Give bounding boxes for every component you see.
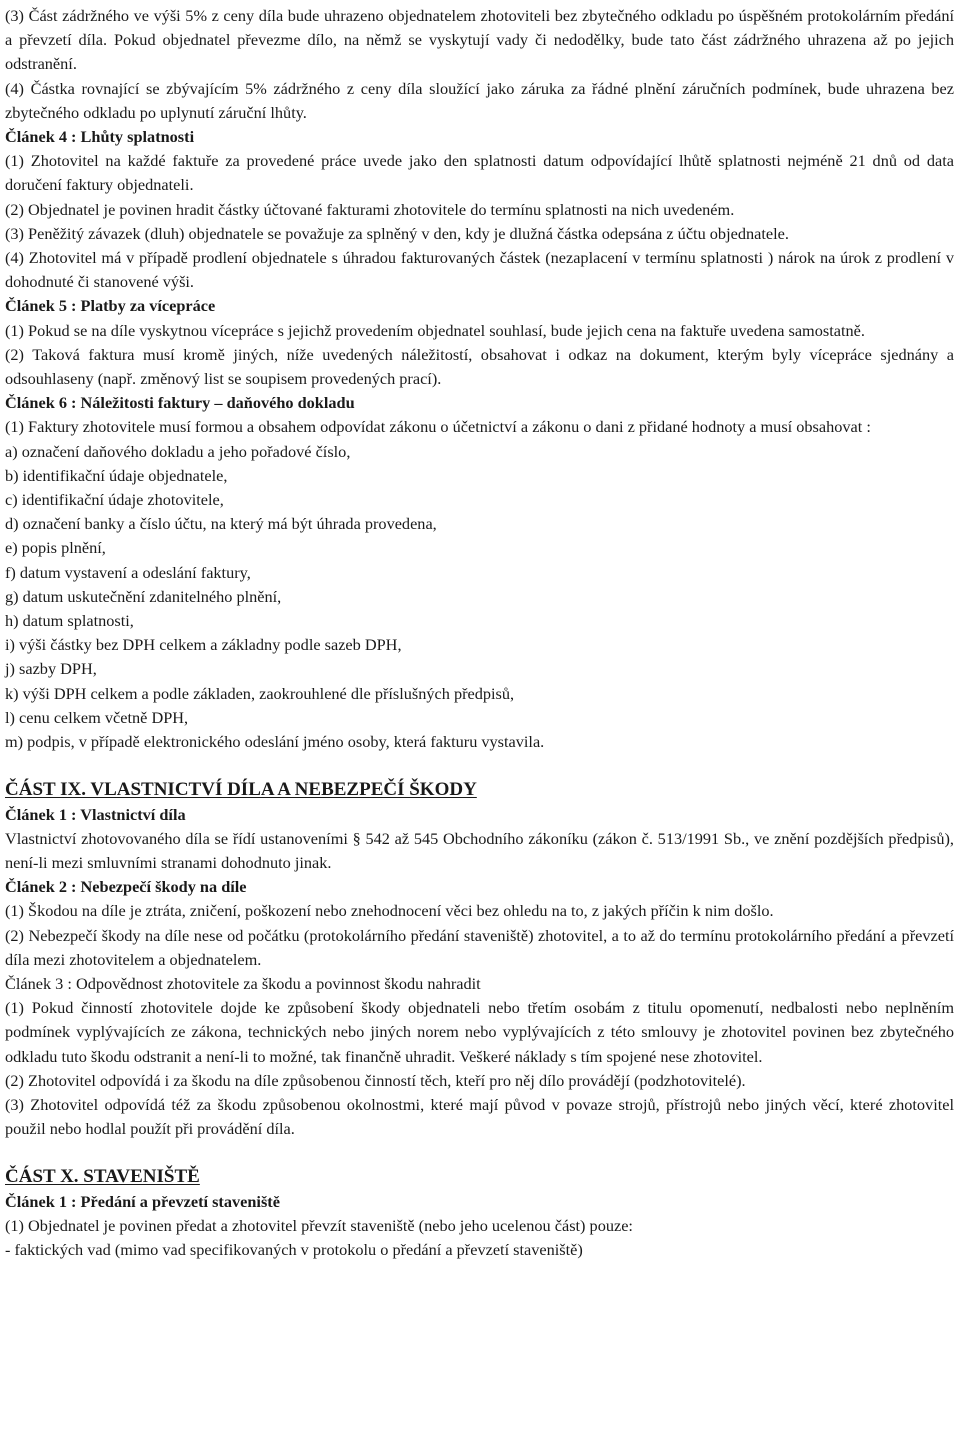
list-item: - faktických vad (mimo vad specifikovaných v protokolu o předání a převzetí staveniště) [5,1239,583,1259]
paragraph: (3) Zhotovitel odpovídá též za škodu způsobenou okolnostmi, které mají původ v povaze strojů, přístrojů nebo jiných věcí, které zhotovitel použil nebo hodlal použít při provádění díla. [5,1094,954,1139]
list-item: g) datum uskutečnění zdanitelného plnění, [5,586,282,606]
paragraph: (1) Faktury zhotovitele musí formou a obsahem odpovídat zákonu o účetnictví a zákonu o dani z přidané hodnoty a musí obsahovat : [5,417,871,437]
list-item: f) datum vystavení a odeslání faktury, [5,562,251,582]
heading-article-6: Článek 6 : Náležitosti faktury – daňového dokladu [5,393,355,413]
list-item: m) podpis, v případě elektronického odeslání jméno osoby, která fakturu vystavila. [5,732,545,752]
heading-article-3-liability: Článek 3 : Odpovědnost zhotovitele za škodu a povinnost škodu nahradit [5,973,481,993]
paragraph: (1) Pokud činností zhotovitele dojde ke způsobení škody objednateli nebo třetím osobám z titulu opomenutí, nedbalosti nebo neplněním podmínek vyplývajících ze zákona, technických nebo jiných norem nebo vyplývajících z této smlouvy je zhotovitel povinen bez zbytečného odkladu tuto škodu odstranit a není-li to možné, tak finančně uhradit. Veškeré náklady s tím spojené nese zhotovitel. [5,998,954,1066]
paragraph: (3) Peněžitý závazek (dluh) objednatele se považuje za splněný v den, kdy je dlužná částka odepsána z účtu objednatele. [5,223,789,243]
heading-article-1-site-handover: Článek 1 : Předání a převzetí staveniště [5,1191,280,1211]
paragraph: (4) Zhotovitel má v případě prodlení objednatele s úhradou fakturovaných částek (nezaplacení v termínu splatnosti ) nárok na úrok z prodlení v dohodnuté či stanovené výši. [5,248,954,292]
list-item: h) datum splatnosti, [5,611,134,631]
heading-article-5: Článek 5 : Platby za vícepráce [5,296,216,316]
list-item: l) cenu celkem včetně DPH, [5,707,189,727]
paragraph-4-retention-warranty: (4) Částka rovnající se zbývajícím 5% zádržného z ceny díla sloužící jako záruka za řádné plnění záručních podmínek, bude uhrazena bez zbytečného odkladu po uplynutí záruční lhůty. [5,78,954,122]
paragraph: (2) Zhotovitel odpovídá i za škodu na díle způsobenou činností těch, kteří pro něj dílo provádějí (podzhotovitelé). [5,1070,746,1090]
part-heading-x: ČÁST X. STAVENIŠTĚ [5,1166,200,1188]
list-item: a) označení daňového dokladu a jeho pořadové číslo, [5,441,351,461]
paragraph: (2) Nebezpečí škody na díle nese od počátku (protokolárního předání staveniště) zhotovitel, a to až do termínu protokolárního předání a převzetí díla mezi zhotovitelem a objednatelem. [5,925,954,969]
paragraph: (1) Škodou na díle je ztráta, zničení, poškození nebo znehodnocení věci bez ohledu na to, z jakých příčin k nim došlo. [5,901,774,921]
list-item: d) označení banky a číslo účtu, na který má být úhrada provedena, [5,514,437,534]
paragraph: (1) Objednatel je povinen předat a zhotovitel převzít staveniště (nebo jeho ucelenou část) pouze: [5,1215,633,1235]
paragraph: Vlastnictví zhotovovaného díla se řídí ustanoveními § 542 až 545 Obchodního zákoníku (zákon č. 513/1991 Sb., ve znění pozdějších předpisů), není-li mezi smluvními stranami dohodnuto jinak. [5,828,954,872]
list-item: c) identifikační údaje zhotovitele, [5,490,224,510]
heading-article-1-ownership: Článek 1 : Vlastnictví díla [5,804,186,824]
list-item: k) výši DPH celkem a podle základen, zaokrouhlené dle příslušných předpisů, [5,683,515,703]
paragraph: (1) Zhotovitel na každé faktuře za provedené práce uvede jako den splatnosti datum odpovídající lhůtě splatnosti nejméně 21 dnů od data doručení faktury objednateli. [5,151,954,195]
paragraph: (2) Taková faktura musí kromě jiných, níže uvedených náležitostí, obsahovat i odkaz na dokument, kterým byly vícepráce sjednány a odsouhlaseny (např. změnový list se soupisem provedených prací). [5,344,954,389]
list-item: j) sazby DPH, [5,659,97,679]
paragraph: (2) Objednatel je povinen hradit částky účtované fakturami zhotovitele do termínu splatnosti na nich uvedeném. [5,199,735,219]
heading-article-4: Článek 4 : Lhůty splatnosti [5,127,195,147]
heading-article-2-risk: Článek 2 : Nebezpečí škody na díle [5,877,247,897]
paragraph: (1) Pokud se na díle vyskytnou vícepráce s jejichž provedením objednatel souhlasí, bude jejich cena na faktuře uvedena samostatně. [5,320,865,340]
part-heading-ix: ČÁST IX. VLASTNICTVÍ DÍLA A NEBEZPEČÍ ŠKODY [5,779,477,801]
list-item: b) identifikační údaje objednatele, [5,465,228,485]
paragraph-3-retention-release: (3) Část zádržného ve výši 5% z ceny díla bude uhrazeno objednatelem zhotoviteli bez zbytečného odkladu po úspěšném protokolárním předání a převzetí díla. Pokud objednatel převezme dílo, na němž se vyskytují vady či nedodělky, bude tato část zádržného uhrazena až po jejich odstranění. [5,6,954,74]
list-item: e) popis plnění, [5,538,106,558]
list-item: i) výši částky bez DPH celkem a základny podle sazeb DPH, [5,635,402,655]
